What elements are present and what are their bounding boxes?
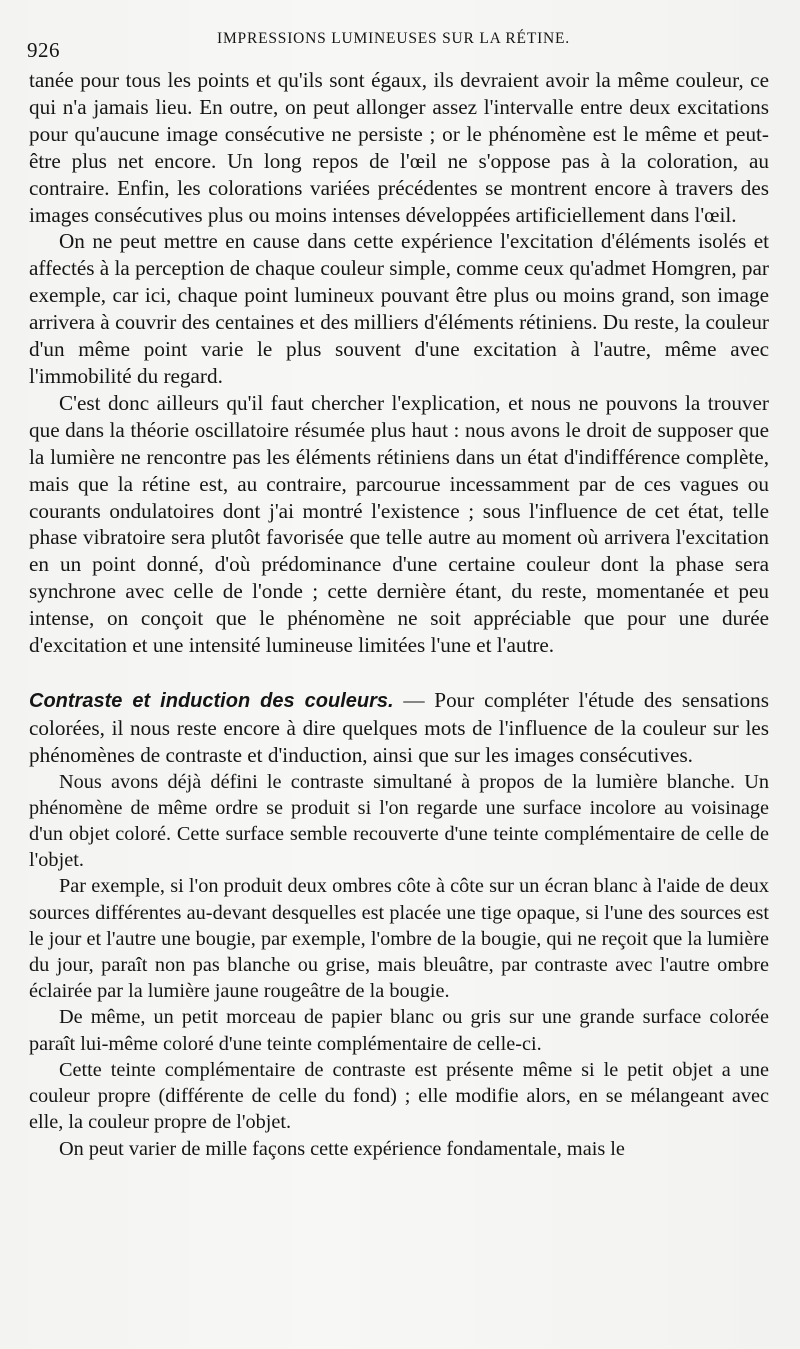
paragraph: De même, un petit morceau de papier blanc ou gris sur une grande surface colorée paraît lui-même coloré d'une teinte complémentaire de celle-ci. bbox=[29, 1006, 769, 1055]
section-intro: — Pour compléter l'étude des sensations colorées, il nous reste encore à dire quelques mots de l'influence de la couleur sur les phénomènes de contraste et d'induction, ainsi que sur les images consécutives. bbox=[29, 687, 769, 767]
section-body bbox=[29, 769, 769, 1162]
section-paragraph bbox=[29, 687, 769, 769]
running-title: IMPRESSIONS LUMINEUSES SUR LA RÉTINE. bbox=[217, 30, 570, 47]
paragraph: Cette teinte complémentaire de contraste est présente même si le petit objet a une couleur propre (différente de celle du fond) ; elle modifie alors, en se mélangeant avec elle, la couleur propre de l'objet. bbox=[29, 1058, 769, 1134]
page-number: 926 bbox=[27, 38, 60, 62]
page-header bbox=[27, 30, 777, 60]
paragraph: Nous avons déjà défini le contraste simultané à propos de la lumière blanche. Un phénomène de même ordre se produit si l'on regarde une surface incolore au voisinage d'un objet coloré. Cette surface semble recouverte d'une teinte complémentaire de celle de l'objet. bbox=[29, 770, 769, 872]
page-body bbox=[29, 67, 769, 1162]
paragraph-truncated: On peut varier de mille façons cette expérience fondamentale, mais le bbox=[59, 1137, 625, 1160]
section-title: Contraste et induction des couleurs. bbox=[29, 689, 394, 712]
paragraph: Par exemple, si l'on produit deux ombres côte à côte sur un écran blanc à l'aide de deux sources différentes au-devant desquelles est placée une tige opaque, si l'une des sources est le jour et l'autre une bougie, par exemple, l'ombre de la bougie, qui ne reçoit que la lumière du jour, paraît non pas blanche ou grise, mais bleuâtre, par contraste avec l'autre ombre éclairée par la lumière jaune rougeâtre de la bougie. bbox=[29, 875, 769, 1003]
paragraph: C'est donc ailleurs qu'il faut chercher l'explication, et nous ne pouvons la trouver que dans la théorie oscillatoire résumée plus haut : nous avons le droit de supposer que la lumière ne rencontre pas les éléments rétiniens dans un état d'indifférence complète, mais que la rétine est, au contraire, parcourue incessamment par de ces vagues ou courants ondulatoires dont j'ai montré l'existence ; sous l'influence de cet état, telle phase vibratoire sera plutôt favorisée que telle autre au moment où arrivera l'excitation en un point donné, d'où prédominance d'une certaine couleur dont la phase sera synchrone avec celle de l'onde ; cette dernière étant, du reste, momentanée et peu intense, on conçoit que le phénomène ne soit appréciable que pour une durée d'excitation et une intensité lumineuse limitées l'une et l'autre. bbox=[29, 390, 769, 658]
paragraph: On ne peut mettre en cause dans cette expérience l'excitation d'éléments isolés et affectés à la perception de chaque couleur simple, comme ceux qu'admet Homgren, par exemple, car ici, chaque point lumineux pouvant être plus ou moins grand, son image arrivera à couvrir des centaines et des milliers d'éléments rétiniens. Du reste, la couleur d'un même point varie le plus souvent d'une excitation à l'autre, même avec l'immobilité du regard. bbox=[29, 229, 769, 388]
paragraph-continuation: tanée pour tous les points et qu'ils sont égaux, ils devraient avoir la même couleur, ce qui n'a jamais lieu. En outre, on peut allonger assez l'intervalle entre deux excitations pour qu'aucune image consécutive ne persiste ; or le phénomène est le même et peut-être plus net encore. Un long repos de l'œil ne s'oppose pas à la coloration, au contraire. Enfin, les colorations variées précédentes se montrent encore à travers des images consécutives plus ou moins intenses développées artificiellement dans l'œil. bbox=[29, 68, 769, 227]
